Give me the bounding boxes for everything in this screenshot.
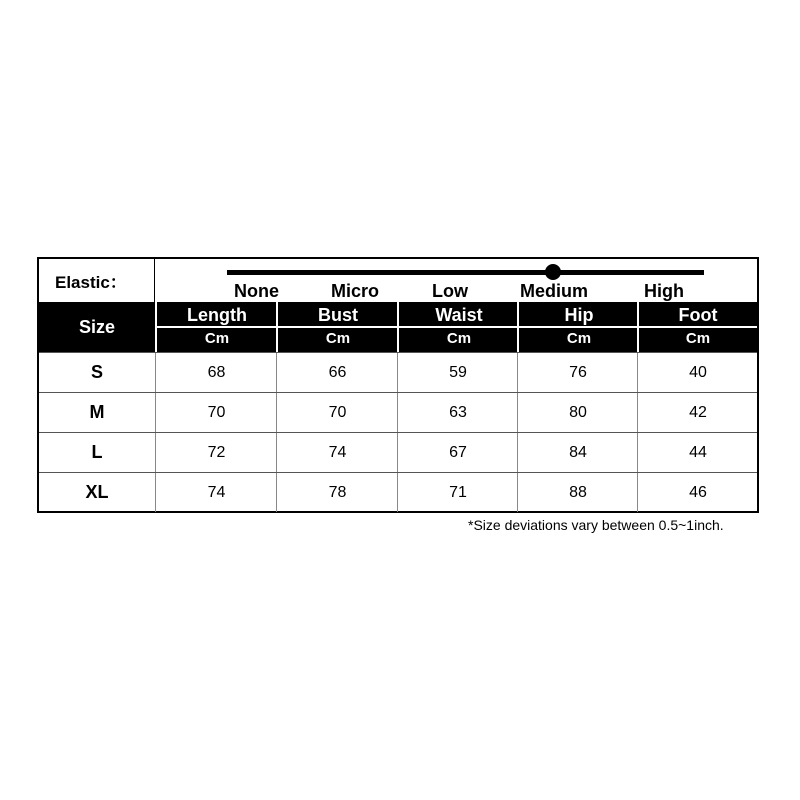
column-name: Hip [564,305,594,325]
header-col-waist [399,302,519,352]
column-name: Length [187,305,247,325]
value-cell: 44 [637,433,758,472]
value-cell: 68 [155,353,277,392]
size-deviation-note: *Size deviations vary between 0.5~1inch. [468,517,724,533]
table-row [39,392,757,432]
header-col-length [157,302,277,352]
elastic-row [39,259,757,302]
value-cell: 67 [397,433,518,472]
size-header: Size [78,316,116,337]
value-cell: 72 [155,433,277,472]
value-cell: 70 [276,393,398,432]
column-name: Foot [678,305,718,325]
value-cell: 71 [397,473,518,512]
column-unit: Cm [566,330,592,347]
value-cell: 70 [155,393,277,432]
size-chart [37,257,759,513]
table-row [39,432,757,472]
elastic-level-high: High [644,281,684,301]
value-cell: 40 [637,353,758,392]
size-cell: M [89,402,105,422]
column-name: Bust [318,305,358,325]
column-unit: Cm [325,330,351,347]
value-cell: 59 [397,353,518,392]
column-unit: Cm [685,330,711,347]
elastic-selected-marker [545,264,561,280]
elastic-scale-line [227,270,704,275]
value-cell: 84 [517,433,638,472]
elastic-level-none: None [234,281,279,301]
value-cell: 46 [637,473,758,512]
elastic-label: Elastic： [39,259,155,302]
elastic-level-low: Low [432,281,468,301]
value-cell: 42 [637,393,758,432]
header-col-bust [278,302,398,352]
value-cell: 63 [397,393,518,432]
elastic-level-medium: Medium [520,281,589,301]
table-header [39,302,757,352]
value-cell: 66 [276,353,398,392]
size-cell: L [91,442,103,462]
column-unit: Cm [204,330,230,347]
header-col-foot [639,302,757,352]
value-cell: 74 [155,473,277,512]
size-cell: XL [85,482,109,502]
value-cell: 76 [517,353,638,392]
elastic-level-micro: Micro [331,281,380,301]
table-row [39,352,757,392]
value-cell: 78 [276,473,398,512]
table-row [39,472,757,512]
value-cell: 74 [276,433,398,472]
size-cell: S [90,362,103,382]
column-name: Waist [435,305,483,325]
header-col-hip [519,302,639,352]
column-unit: Cm [446,330,472,347]
value-cell: 88 [517,473,638,512]
value-cell: 80 [517,393,638,432]
